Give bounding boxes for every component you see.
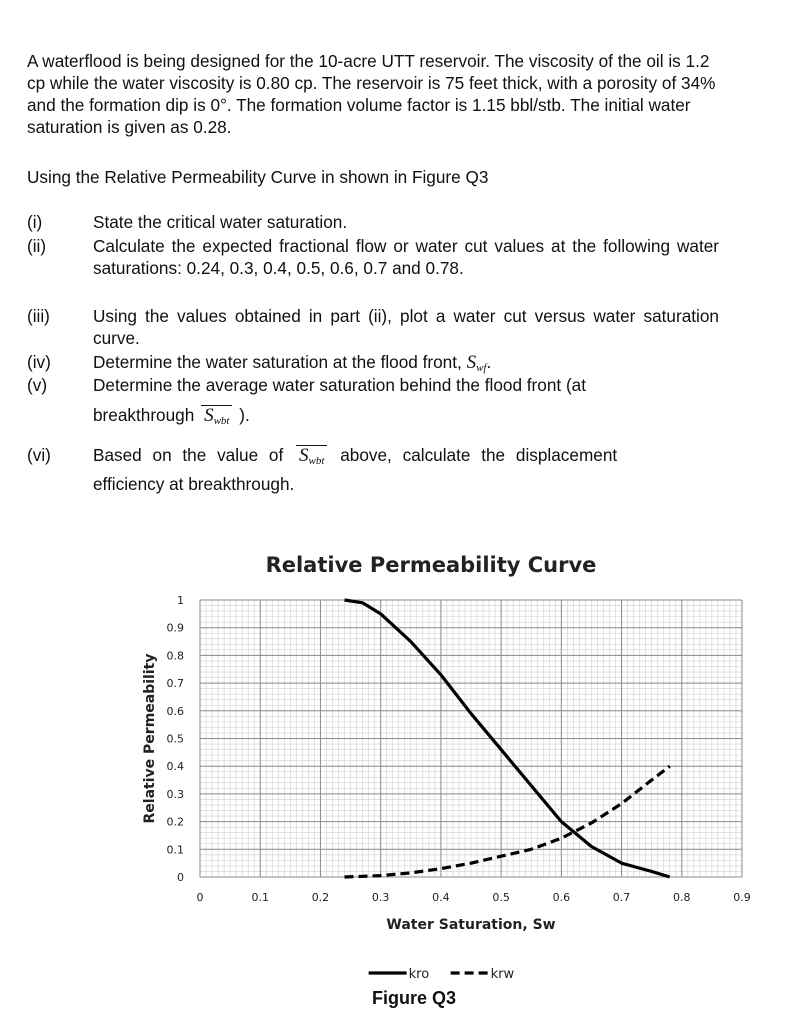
question-text-part: Based on the value of	[93, 445, 295, 465]
x-tick-label: 0.8	[673, 891, 691, 904]
x-tick-label: 0.6	[552, 891, 571, 904]
x-tick-label: 0.5	[492, 891, 510, 904]
x-tick-label: 0.9	[733, 891, 751, 904]
question-number: (iii)	[27, 306, 50, 326]
saturation-symbol: S	[466, 352, 477, 373]
legend-label-krw: krw	[490, 967, 515, 980]
question-number: (iv)	[27, 352, 51, 372]
question-text-part: above, calculate the displacement	[329, 445, 618, 465]
saturation-subscript: wbt	[308, 455, 325, 467]
relative-permeability-chart	[130, 540, 770, 980]
saturation-symbol: S	[299, 445, 309, 466]
instruction-line: Using the Relative Permeability Curve in shown in Figure Q3	[27, 167, 489, 187]
chart-title: Relative Permeability Curve	[265, 553, 597, 577]
y-tick-label: 0.6	[166, 704, 184, 718]
y-tick-label: 0.5	[166, 732, 184, 746]
question-text-part: breakthrough	[93, 405, 200, 425]
figure-caption: Figure Q3	[371, 988, 456, 1008]
question-text: Calculate the expected fractional flow or water cut values at the following water saturations: 0.24, 0.3, 0.4, 0.5, 0.6, 0.7 and 0.78.	[93, 236, 719, 278]
legend-label-kro: kro	[408, 967, 430, 980]
y-tick-label: 1	[177, 594, 184, 607]
question-text	[93, 444, 719, 470]
y-axis-label: Relative Permeability	[142, 653, 158, 824]
y-tick-label: 0.4	[166, 760, 184, 774]
question-text: State the critical water saturation.	[93, 212, 348, 232]
saturation-subscript: wbt	[213, 415, 230, 427]
x-tick-label: 0.7	[612, 891, 631, 904]
x-tick-label: 0.1	[251, 891, 269, 904]
problem-intro: A waterflood is being designed for the 10-acre UTT reservoir. The viscosity of the oil is 1.2 cp while the water viscosity is 0.80 cp. The reservoir is 75 feet thick, with a porosity of 34% and the formation dip is 0°. The formation volume factor is 1.15 bbl/stb. The initial water saturation is given as 0.28.	[27, 51, 716, 137]
y-tick-label: 0.8	[166, 649, 184, 663]
saturation-subscript: wf	[476, 362, 487, 374]
saturation-symbol: S	[204, 405, 214, 426]
y-tick-label: 0	[177, 871, 184, 884]
x-tick-label: 0.3	[371, 891, 390, 904]
question-text: Using the values obtained in part (ii), plot a water cut versus water saturation curve.	[93, 306, 719, 348]
average-saturation-symbol	[296, 445, 327, 470]
question-number: (i)	[27, 212, 43, 232]
question-number: (v)	[27, 375, 48, 395]
x-axis-label: Water Saturation, Sw	[386, 917, 556, 933]
y-tick-label: 0.2	[166, 815, 184, 829]
question-number: (vi)	[27, 445, 51, 465]
question-text: efficiency at breakthrough.	[93, 474, 295, 494]
x-tick-label: 0.4	[432, 891, 450, 904]
question-text-part: ).	[234, 405, 250, 425]
x-tick-label: 0	[196, 891, 204, 904]
average-saturation-symbol	[201, 405, 232, 430]
y-tick-label: 0.7	[166, 677, 184, 691]
question-text-part: Determine the water saturation at the flood front,	[93, 352, 467, 372]
question-text: Determine the average water saturation behind the flood front (at	[93, 375, 586, 395]
question-number: (ii)	[27, 236, 47, 256]
question-text	[93, 404, 719, 430]
x-tick-label: 0.2	[311, 891, 330, 904]
y-tick-label: 0.1	[166, 843, 184, 857]
question-text-part: .	[486, 352, 492, 372]
y-tick-label: 0.9	[166, 621, 184, 635]
y-tick-label: 0.3	[166, 787, 184, 801]
